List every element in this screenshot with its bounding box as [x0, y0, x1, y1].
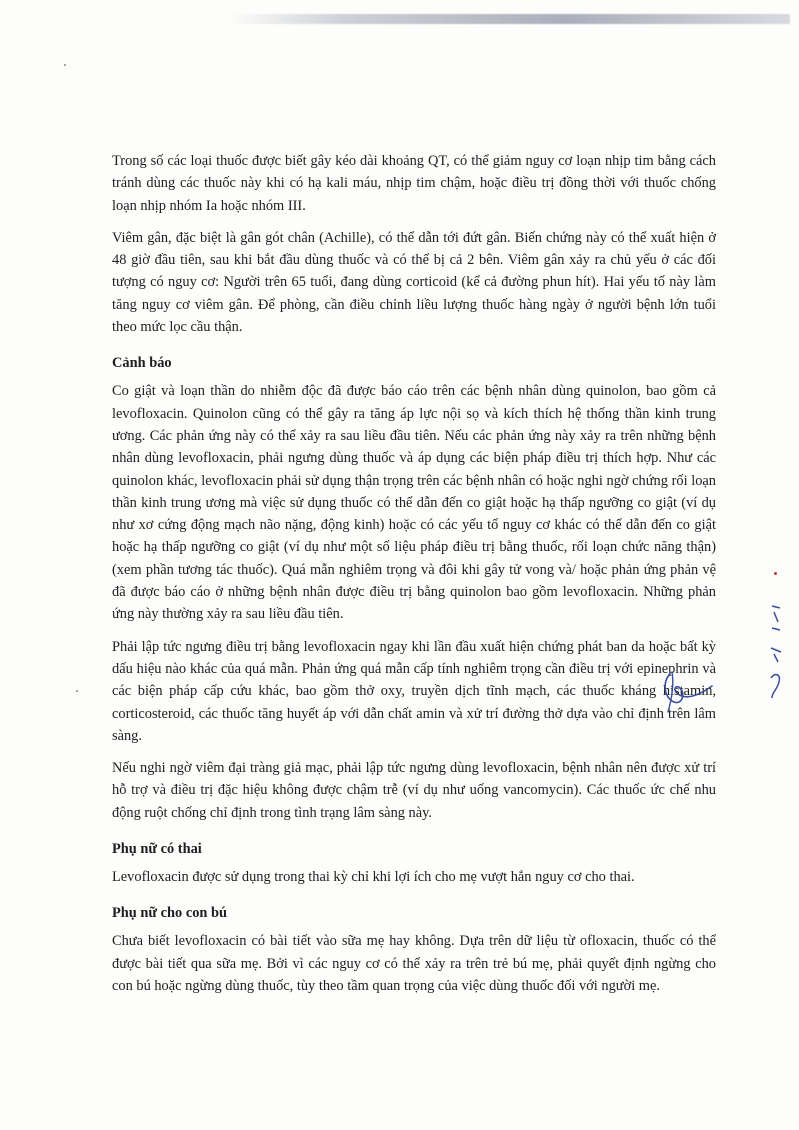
paragraph-pregnancy: Levofloxacin được sử dụng trong thai kỳ chỉ khi lợi ích cho mẹ vượt hẳn nguy cơ cho thai. [112, 869, 635, 886]
heading-pregnancy: Phụ nữ có thai [112, 841, 202, 858]
paragraph-qt-interval: Trong số các loại thuốc được biết gây kéo dài khoảng QT, có thể giảm nguy cơ loạn nhịp tim bằng cách tránh dùng các thuốc này khi có hạ kali máu, nhịp tim chậm, hoặc điều trị đồng thời với thuốc chống loạn nhịp nhóm Ia hoặc nhóm III. [112, 153, 716, 214]
paragraph-warning-colitis: Nếu nghi ngờ viêm đại tràng giả mạc, phải lập tức ngưng dùng levofloxacin, bệnh nhân nên được xử trí hỗ trợ và điều trị đặc hiệu không được chậm trễ (ví dụ như uống vancomycin). Các thuốc ức chế nhu động ruột chống chỉ định trong tình trạng lâm sàng này. [112, 760, 716, 821]
handwritten-initials-signature [652, 668, 732, 718]
margin-stamp-marks [766, 598, 786, 708]
paragraph-breastfeeding: Chưa biết levofloxacin có bài tiết vào sữa mẹ hay không. Dựa trên dữ liệu từ ofloxacin, thuốc có thể được bài tiết qua sữa mẹ. Bởi vì các nguy cơ có thể xảy ra trên trẻ bú mẹ, phải quyết định ngừng cho con bú hoặc ngừng dùng thuốc, tùy theo tầm quan trọng của việc dùng thuốc đối với người mẹ. [112, 933, 716, 994]
scan-speck [774, 572, 777, 575]
scan-speck [76, 690, 78, 692]
paragraph-tendinitis: Viêm gân, đặc biệt là gân gót chân (Achille), có thể dẫn tới đứt gân. Biến chứng này có thể xuất hiện ở 48 giờ đầu tiên, sau khi bắt đầu dùng thuốc và có thể bị cả 2 bên. Viêm gân xảy ra chủ yếu ở các đối tượng có nguy cơ: Người trên 65 tuổi, đang dùng corticoid (kể cả đường phun hít). Hai yếu tố này làm tăng nguy cơ viêm gân. Để phòng, cần điều chỉnh liều lượng thuốc hàng ngày ở người bệnh lớn tuổi theo mức lọc cầu thận. [112, 229, 716, 336]
heading-breastfeeding: Phụ nữ cho con bú [112, 905, 228, 922]
scan-speck [64, 64, 66, 66]
paragraph-warning-hypersensitivity: Phải lập tức ngưng điều trị bằng levofloxacin ngay khi lần đầu xuất hiện chứng phát ban da hoặc bất kỳ dấu hiệu nào khác của quá mẫn. Phản ứng quá mẫn cấp tính nghiêm trọng cần điều trị với epinephrin và các biện pháp cấp cứu khác, bao gồm thở oxy, truyền dịch tĩnh mạch, các thuốc kháng histamin, corticosteroid, các thuốc tăng huyết áp với dẫn chất amin và xử trí đường thở dựa vào chỉ định trên lâm sàng. [112, 638, 716, 744]
heading-warning: Cảnh báo [112, 355, 172, 372]
scan-edge-artifact [230, 14, 790, 24]
paragraph-warning-seizures: Co giật và loạn thần do nhiễm độc đã được báo cáo trên các bệnh nhân dùng quinolon, bao gồm cả levofloxacin. Quinolon cũng có thể gây ra tăng áp lực nội sọ và kích thích hệ thống thần kinh trung ương. Các phản ứng này có thể xảy ra sau liều đầu tiên. Nếu các phản ứng này xảy ra trên những bệnh nhân dùng levofloxacin, phải ngưng dùng thuốc và áp dụng các biện pháp điều trị thích hợp. Như các quinolon khác, levofloxacin phải sử dụng thận trọng trên các bệnh nhân có hoặc nghi ngờ chứng rối loạn thần kinh trung ương mà việc sử dụng thuốc có thể dẫn đến co giật hoặc hạ thấp ngưỡng co giật (ví dụ như xơ cứng động mạch não nặng, động kinh) hoặc có các yếu tố nguy cơ khác có thể dẫn đến co giật hoặc hạ thấp ngưỡng co giật (ví dụ như một số liệu pháp điều trị bằng thuốc, rối loạn chức năng thận) (xem phần tương tác thuốc). Quá mẫn nghiêm trọng và đôi khi gây tử vong và/ hoặc phản ứng phản vệ đã được báo cáo ở những bệnh nhân được điều trị bằng quinolon bao gồm levofloxacin. Những phản ứng này thường xảy ra sau liều đầu tiên. [112, 383, 716, 623]
document-body [112, 150, 716, 1007]
